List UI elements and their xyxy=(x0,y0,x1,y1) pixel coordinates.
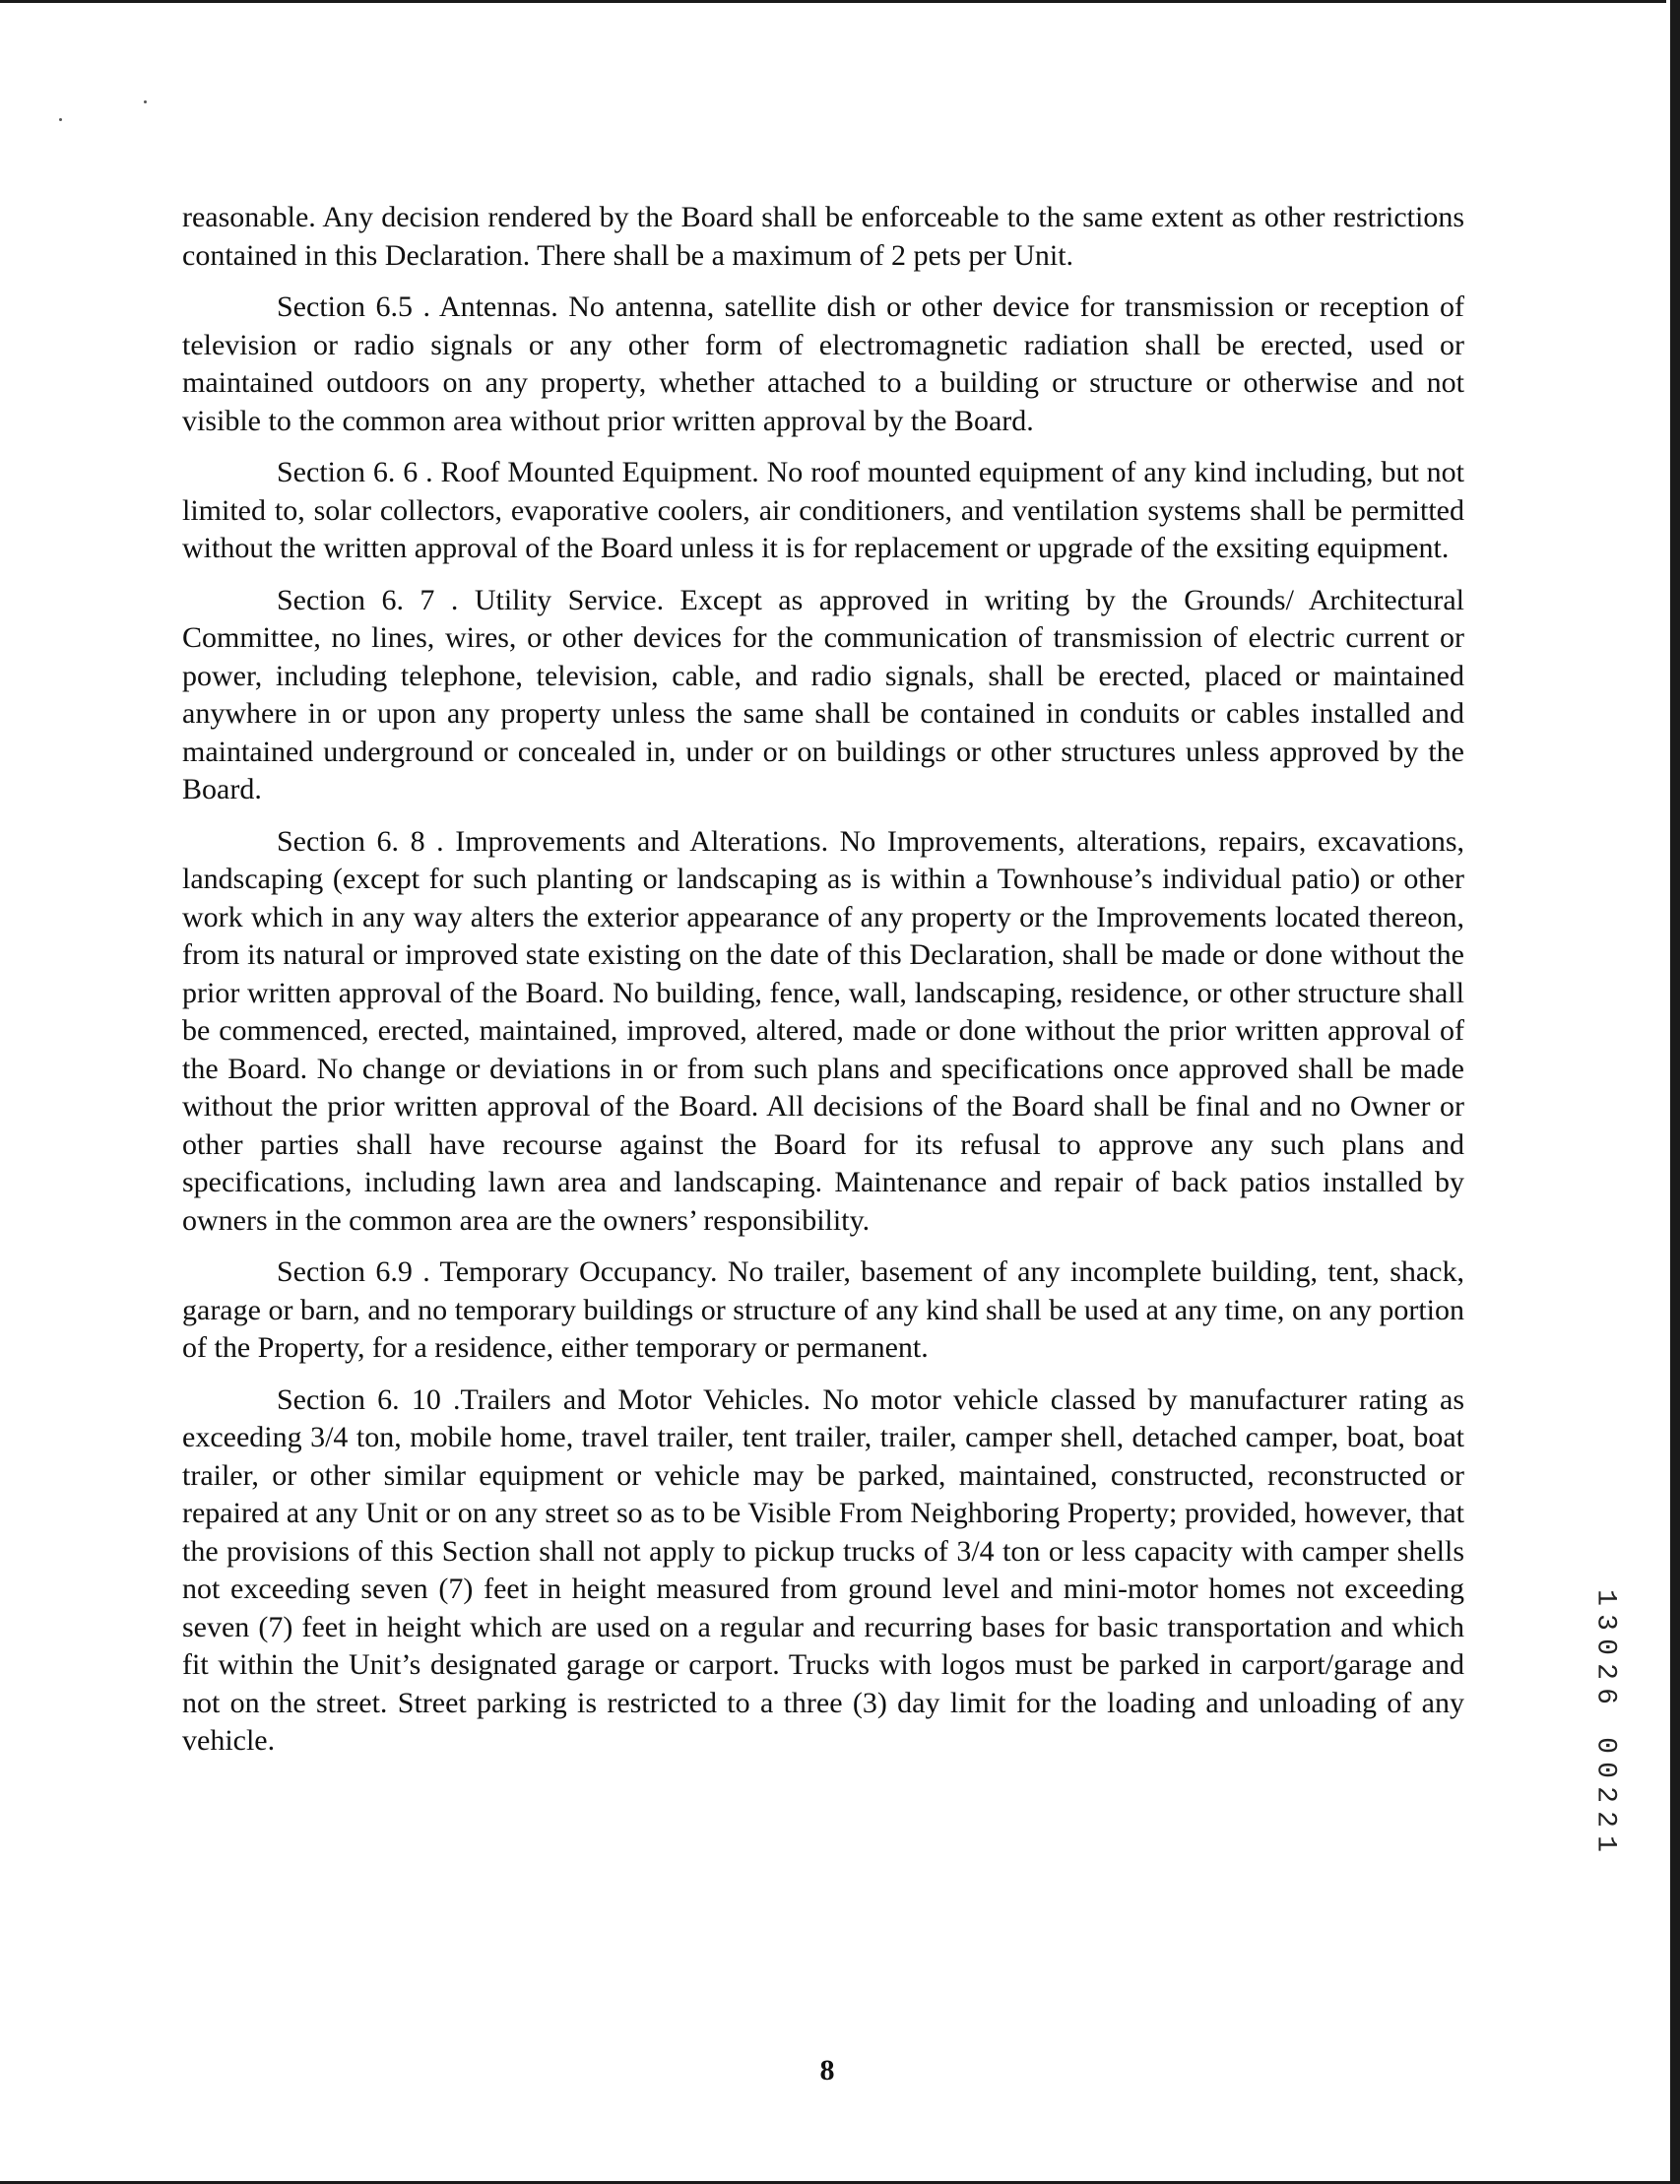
stamp-char: 2 xyxy=(1589,1786,1621,1803)
stamp-char: 1 xyxy=(1589,1589,1621,1606)
paragraph-section-6-7-utility-service: Section 6. 7 . Utility Service. Except as approved in writing by the Grounds/ Architectural Committee, no lines, wires, or other devices for the communication of transmission of electric current or power, including telephone, television, cable, and radio signals, shall be erected, placed or maintained anywhere in or upon any property unless the same shall be contained in conduits or cables installed and maintained underground or concealed in, under or on buildings or other structures unless approved by the Board. xyxy=(182,583,1464,805)
scan-speck xyxy=(59,118,62,121)
page-number: 8 xyxy=(819,2054,835,2087)
paragraph-section-6-10-trailers-and-motor-vehicles: Section 6. 10 .Trailers and Motor Vehicles. No motor vehicle classed by manufacturer rating as exceeding 3/4 ton, mobile home, travel trailer, tent trailer, trailer, camper shell, detached camper, boat, boat trailer, or other similar equipment or vehicle may be parked, maintained, constructed, reconstructed or repaired at any Unit or on any street so as to be Visible From Neighboring Property; provided, however, that the provisions of this Section shall not apply to pickup trucks of 3/4 ton or less capacity with camper shells not exceeding seven (7) feet in height measured from ground level and mini-motor homes not exceeding seven (7) feet in height which are used on a regular and recurring bases for basic transportation and which fit within the Unit’s designated garage or carport. Trucks with logos must be parked in carport/garage and not on the street. Street parking is restricted to a three (3) day limit for the loading and unloading of any vehicle. xyxy=(182,1382,1464,1757)
paragraph-section-6-6-roof-mounted-equipment: Section 6. 6 . Roof Mounted Equipment. No roof mounted equipment of any kind including, but not limited to, solar collectors, evaporative coolers, air conditioners, and ventilation systems shall be permitted without the written approval of the Board unless it is for replacement or upgrade of the exsiting equipment. xyxy=(182,456,1464,564)
scan-right-edge xyxy=(1670,0,1680,2184)
paragraph-section-6-9-temporary-occupancy: Section 6.9 . Temporary Occupancy. No trailer, basement of any incomplete building, tent, shack, garage or barn, and no temporary buildings or structure of any kind shall be used at any time, on any portion of the Property, for a residence, either temporary or permanent. xyxy=(182,1255,1464,1364)
stamp-char: 2 xyxy=(1589,1811,1621,1828)
stamp-char: 0 xyxy=(1589,1762,1621,1778)
stamp-char: 2 xyxy=(1589,1663,1621,1680)
document-body xyxy=(182,199,1464,1774)
stamp-char: 0 xyxy=(1589,1638,1621,1655)
recording-stamp xyxy=(1588,1585,1622,1856)
paragraph-section-6-5-antennas: Section 6.5 . Antennas. No antenna, satellite dish or other device for transmission or reception of television or radio signals or any other form of electromagnetic radiation shall be erected, used or maintained outdoors on any property, whether attached to a building or structure or otherwise and not visible to the common area without prior written approval by the Board. xyxy=(182,290,1464,437)
scan-top-edge xyxy=(0,0,1666,3)
stamp-char: 0 xyxy=(1589,1737,1621,1754)
stamp-char: 1 xyxy=(1589,1835,1621,1852)
paragraph-continuation: reasonable. Any decision rendered by the Board shall be enforceable to the same extent as other restrictions contained in this Declaration. There shall be a maximum of 2 pets per Unit. xyxy=(182,201,1464,272)
stamp-char: 6 xyxy=(1589,1688,1621,1704)
paragraph-section-6-8-improvements-and-alterations: Section 6. 8 . Improvements and Alterations. No Improvements, alterations, repairs, excavations, landscaping (except for such planting or landscaping as is within a Townhouse’s individual patio) or other work which in any way alters the exterior appearance of any property or the Improvements located thereon, from its natural or improved state existing on the date of this Declaration, shall be made or done without the prior written approval of the Board. No building, fence, wall, landscaping, residence, or other structure shall be commenced, erected, maintained, improved, altered, made or done without the prior written approval of the Board. No change or deviations in or from such plans and specifications once approved shall be made without the prior written approval of the Board. All decisions of the Board shall be final and no Owner or other parties shall have recourse against the Board for its refusal to approve any such plans and specifications, including lawn area and landscaping. Maintenance and repair of back patios installed by owners in the common area are the owners’ responsibility. xyxy=(182,824,1464,1237)
scan-speck xyxy=(144,100,147,103)
stamp-char: 3 xyxy=(1589,1614,1621,1631)
